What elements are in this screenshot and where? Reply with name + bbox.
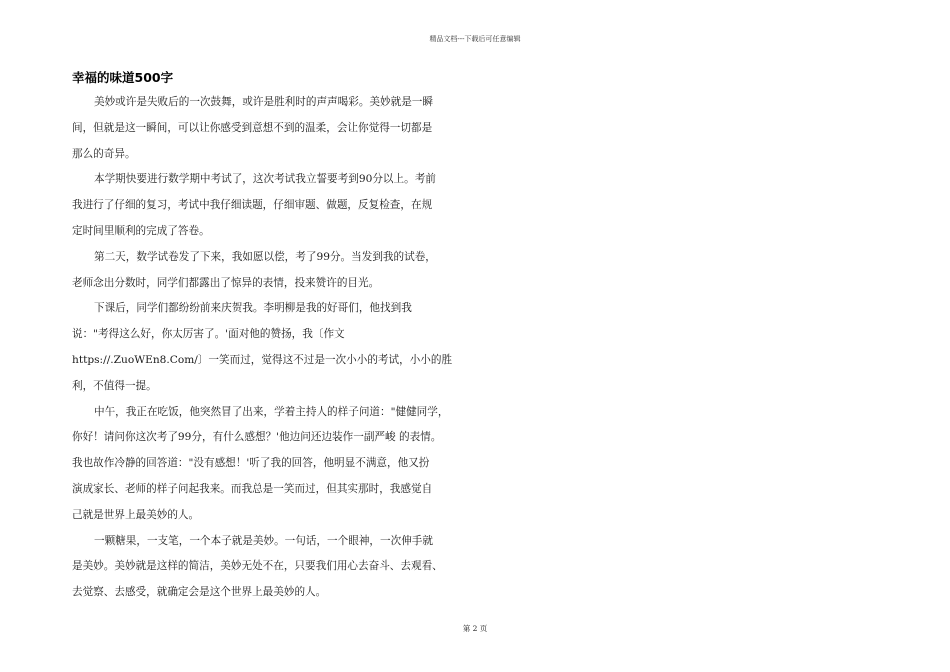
page-number: 第 2 页 <box>462 624 488 633</box>
body-line: 我进行了仔细的复习，考试中我仔细读题，仔细审题、做题，反复检查，在规 <box>72 199 433 212</box>
body-line: 中午，我正在吃饭，他突然冒了出来，学着主持人的样子问道："健健同学， <box>94 405 449 418</box>
body-line: 己就是世界上最美妙的人。 <box>72 508 200 521</box>
document-title: 幸福的味道500字 <box>72 70 174 85</box>
body-line: 你好！请问你这次考了99分，有什么感想？'他边问还边装作一副严峻 的表情。 <box>72 431 442 444</box>
body-line: https://.ZuoWEn8.Com/〕一笑而过，觉得这不过是一次小小的考试，小小的胜 <box>72 353 453 366</box>
body-line: 老师念出分数时，同学们都露出了惊异的表情，投来赞许的目光。 <box>72 276 380 289</box>
body-line: 一颗糖果，一支笔，一个本子就是美妙。一句话，一个眼神，一次伸手就 <box>94 534 433 547</box>
body-line: 是美妙。美妙就是这样的简洁，美妙无处不在，只要我们用心去奋斗、去观看、 <box>72 560 443 573</box>
page-header: 精品文档---下载后可任意编辑 <box>429 35 521 43</box>
body-line: 定时间里顺利的完成了答卷。 <box>72 224 210 237</box>
body-line: 利，不值得一提。 <box>72 379 157 392</box>
body-line: 说："考得这么好，你太厉害了。'面对他的赞扬，我〔作文 <box>72 328 345 341</box>
body-line: 间，但就是这一瞬间，可以让你感受到意想不到的温柔，会让你觉得一切都是 <box>72 121 433 134</box>
body-line: 演成家长、老师的样子问起我来。而我总是一笑而过，但其实那时，我感觉自 <box>72 482 433 495</box>
body-line: 去觉察、去感受，就确定会是这个世界上最美妙的人。 <box>72 586 327 599</box>
document-body <box>72 90 472 606</box>
body-line: 美妙或许是失败后的一次鼓舞，或许是胜利时的声声喝彩。美妙就是一瞬 <box>94 96 433 108</box>
body-line: 本学期快要进行数学期中考试了，这次考试我立誓要考到90分以上。考前 <box>94 173 436 186</box>
body-line: 我也故作冷静的回答道："没有感想！'听了我的回答，他明显不满意，他又扮 <box>72 457 430 470</box>
body-line: 那么的奇异。 <box>72 147 136 160</box>
body-line: 第二天，数学试卷发了下来，我如愿以偿，考了99分。当发到我的试卷， <box>94 250 436 263</box>
body-line: 下课后，同学们都纷纷前来庆贺我。李明柳是我的好哥们，他找到我 <box>94 302 412 315</box>
